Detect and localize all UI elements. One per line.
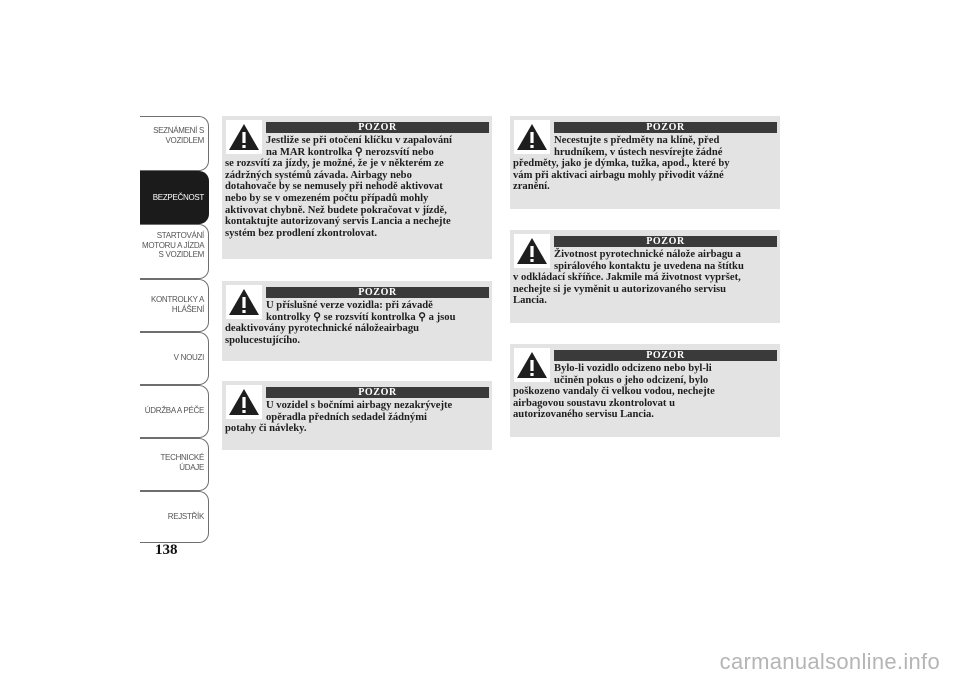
tab-startovani-motoru[interactable]: STARTOVÁNÍ MOTORU A JÍZDA S VOZIDLEM bbox=[140, 224, 209, 279]
warning-box bbox=[510, 116, 780, 209]
warning-box bbox=[510, 230, 780, 323]
tab-udrzba-a-pece[interactable]: ÚDRŽBA A PÉČE bbox=[140, 385, 209, 438]
warning-title: POZOR bbox=[266, 287, 489, 298]
warning-box bbox=[222, 381, 492, 450]
warning-text: Životnost pyrotechnické nálože airbagu a spirálového kontaktu je uvedena na štítku v odkládací skříňce. Jakmile má životnost vypršet, nechejte si je vyměnit u autorizovaného servisu Lancia. bbox=[513, 249, 744, 307]
tab-technicke-udaje[interactable]: TECHNICKÉ ÚDAJE bbox=[140, 438, 209, 491]
tab-kontrolky-a-hlaseni[interactable]: KONTROLKY A HLÁŠENÍ bbox=[140, 279, 209, 332]
tab-rejstrik[interactable]: REJSTŘÍK bbox=[140, 491, 209, 543]
warning-title: POZOR bbox=[554, 122, 777, 133]
warning-text: Jestliže se při otočení klíčku v zapalování na MAR kontrolka ⚲ nerozsvítí nebo se rozsvítí za jízdy, je možné, že je v některém ze zádržných systémů závada. Airbagy nebo dotahovače by se nemusely při nehodě aktivovat nebo by se v omezeném počtu případů mohly aktivovat chybně. Než budete pokračovat v jízdě, kontaktujte autorizovaný servis Lancia a nechejte systém bez prodlení zkontrolovat. bbox=[225, 135, 452, 239]
watermark: carmanualsonline.info bbox=[719, 649, 940, 674]
tab-bezpecnost[interactable]: BEZPEČNOST bbox=[140, 171, 209, 224]
warning-box bbox=[222, 281, 492, 361]
page-number: 138 bbox=[155, 542, 178, 558]
warning-text: U vozidel s bočními airbagy nezakrývejte opěradla předních sedadel žádnými potahy či návleky. bbox=[225, 400, 453, 435]
warning-text: U příslušné verze vozidla: při závadě kontrolky ⚲ se rozsvítí kontrolka ⚲ a jsou deaktivovány pyrotechnické náložeairbagu spolucestujícího. bbox=[225, 300, 456, 346]
warning-title: POZOR bbox=[554, 236, 777, 247]
warning-title: POZOR bbox=[266, 122, 489, 133]
tab-seznameni-s-vozidlem[interactable]: SEZNÁMENÍ S VOZIDLEM bbox=[140, 116, 209, 171]
warning-text: Bylo-li vozidlo odcizeno nebo byl-li učiněn pokus o jeho odcizení, bylo poškozeno vandaly či velkou vodou, nechejte airbagovou soustavu zkontrolovat u autorizovaného servisu Lancia. bbox=[513, 363, 715, 421]
warning-title: POZOR bbox=[266, 387, 489, 398]
warning-title: POZOR bbox=[554, 350, 777, 361]
warning-box bbox=[510, 344, 780, 437]
tab-v-nouzi[interactable]: V NOUZI bbox=[140, 332, 209, 385]
warning-box bbox=[222, 116, 492, 259]
warning-text: Necestujte s předměty na klíně, před hrudníkem, v ústech nesvírejte žádné předměty, jako je dýmka, tužka, apod., které by vám při aktivaci airbagu mohly přivodit vážné zranění. bbox=[513, 135, 730, 193]
